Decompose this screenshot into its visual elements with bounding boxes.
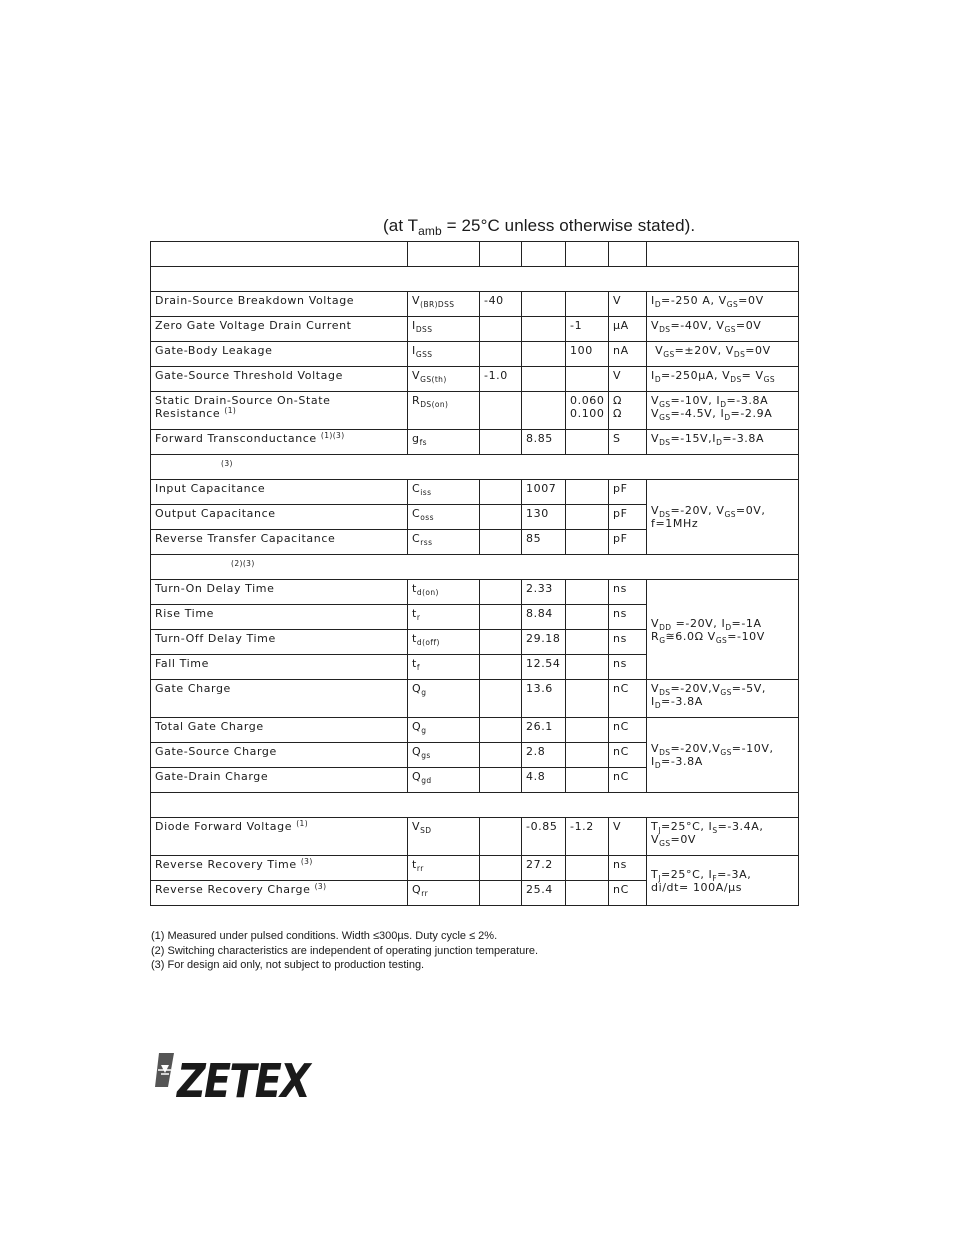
symbol: $t_{d(off)}$ <box>408 630 480 655</box>
unit: nC <box>609 718 647 743</box>
typ-value: 130 <box>522 505 566 530</box>
table-row <box>151 856 799 881</box>
min-value <box>480 655 522 680</box>
footnotes <box>151 929 538 973</box>
parameter: Gate-Source Threshold Voltage <box>151 367 408 392</box>
parameter: Drain-Source Breakdown Voltage <box>151 292 408 317</box>
symbol: $Q_{gd}$ <box>408 768 480 793</box>
parameter: Gate-Source Charge <box>151 743 408 768</box>
symbol: $C_{oss}$ <box>408 505 480 530</box>
symbol: $t_{rr}$ <box>408 856 480 881</box>
zetex-logo <box>155 1053 315 1101</box>
symbol: $Q_g$ <box>408 718 480 743</box>
unit: nA <box>609 342 647 367</box>
symbol: $V_{SD}$ <box>408 818 480 856</box>
table-row <box>151 580 799 605</box>
typ-value: 29.18 <box>522 630 566 655</box>
max-value <box>566 292 609 317</box>
min-value <box>480 580 522 605</box>
max-value: 0.060 0.100 <box>566 392 609 430</box>
symbol: $V_{(BR)DSS}$ <box>408 292 480 317</box>
table-row <box>151 718 799 743</box>
min-value <box>480 768 522 793</box>
table-row <box>151 392 799 430</box>
min-value <box>480 856 522 881</box>
test-conditions: $V_{DS}=-15V,I_D=-3.8A$ <box>647 430 799 455</box>
symbol: $g_{fs}$ <box>408 430 480 455</box>
min-value <box>480 630 522 655</box>
max-value <box>566 718 609 743</box>
unit: ns <box>609 655 647 680</box>
test-conditions: $I_D=-250$ A, $V_{GS}=0V$ <box>647 292 799 317</box>
max-value <box>566 430 609 455</box>
unit: pF <box>609 480 647 505</box>
max-value <box>566 768 609 793</box>
table-row <box>151 317 799 342</box>
symbol: $V_{GS(th)}$ <box>408 367 480 392</box>
symbol: $I_{DSS}$ <box>408 317 480 342</box>
parameter: Input Capacitance <box>151 480 408 505</box>
min-value <box>480 605 522 630</box>
footnote-3: (3) For design aid only, not subject to production testing. <box>151 959 425 971</box>
conditions-subtitle: (at $T_{amb} = 25^\circ C$ unless otherwise stated). <box>383 216 696 238</box>
section-dynamic: (3) <box>151 455 799 480</box>
parameter: Reverse Recovery Time $^{(3)}$ <box>151 856 408 881</box>
typ-value <box>522 317 566 342</box>
symbol: $Q_g$ <box>408 680 480 718</box>
parameter: Reverse Recovery Charge $^{(3)}$ <box>151 881 408 906</box>
min-value <box>480 881 522 906</box>
typ-value: 13.6 <box>522 680 566 718</box>
parameter: Forward Transconductance $^{(1)(3)}$ <box>151 430 408 455</box>
parameter: Gate-Body Leakage <box>151 342 408 367</box>
parameter: Zero Gate Voltage Drain Current <box>151 317 408 342</box>
typ-value: 4.8 <box>522 768 566 793</box>
min-value <box>480 680 522 718</box>
unit: pF <box>609 505 647 530</box>
max-value <box>566 655 609 680</box>
table-row <box>151 342 799 367</box>
max-value <box>566 881 609 906</box>
unit: Ω Ω <box>609 392 647 430</box>
max-value: -1.2 <box>566 818 609 856</box>
footnote-2: (2) Switching characteristics are independent of operating junction temperature. <box>151 944 539 957</box>
parameter: Gate-Drain Charge <box>151 768 408 793</box>
min-value <box>480 317 522 342</box>
min-value: -40 <box>480 292 522 317</box>
test-conditions: $V_{GS}=-10V$, $I_D=-3.8A$ $V_{GS}=-4.5V$, $I_D=-2.9A$ <box>647 392 799 430</box>
table-row <box>151 680 799 718</box>
unit: ns <box>609 630 647 655</box>
typ-value: 26.1 <box>522 718 566 743</box>
parameter: Total Gate Charge <box>151 718 408 743</box>
electrical-characteristics-table <box>150 241 799 906</box>
max-value <box>566 530 609 555</box>
table-row <box>151 367 799 392</box>
min-value <box>480 718 522 743</box>
symbol: $t_f$ <box>408 655 480 680</box>
max-value <box>566 743 609 768</box>
table-row <box>151 480 799 505</box>
symbol: $t_{d(on)}$ <box>408 580 480 605</box>
max-value: -1 <box>566 317 609 342</box>
unit: nC <box>609 743 647 768</box>
unit: V <box>609 367 647 392</box>
unit: nC <box>609 680 647 718</box>
unit: ns <box>609 605 647 630</box>
unit: nC <box>609 768 647 793</box>
parameter: Turn-Off Delay Time <box>151 630 408 655</box>
table-row <box>151 818 799 856</box>
test-conditions: $V_{DS}=-20V,V_{GS}=-10V$, $I_D=-3.8A$ <box>647 718 799 793</box>
unit: µA <box>609 317 647 342</box>
min-value <box>480 505 522 530</box>
min-value <box>480 480 522 505</box>
test-conditions: $V_{DD} =-20V$, $I_D=-1A$ $R_G≅6.0\Omega$ $V_{GS}=-10V$ <box>647 580 799 680</box>
unit: S <box>609 430 647 455</box>
symbol: $Q_{rr}$ <box>408 881 480 906</box>
parameter: Gate Charge <box>151 680 408 718</box>
footnote-1: (1) Measured under pulsed conditions. Width ≤300µs. Duty cycle ≤ 2%. <box>151 930 498 942</box>
zetex-wordmark: ZETEX <box>175 1054 313 1101</box>
typ-value <box>522 292 566 317</box>
max-value <box>566 630 609 655</box>
symbol: $C_{rss}$ <box>408 530 480 555</box>
parameter: Reverse Transfer Capacitance <box>151 530 408 555</box>
typ-value: 8.85 <box>522 430 566 455</box>
header-row <box>151 242 799 267</box>
test-conditions: $I_D=-250\mu A$, $V_{DS}= V_{GS}$ <box>647 367 799 392</box>
min-value <box>480 743 522 768</box>
parameter: Turn-On Delay Time <box>151 580 408 605</box>
max-value <box>566 480 609 505</box>
section-switching: (2)(3) <box>151 555 799 580</box>
max-value <box>566 605 609 630</box>
typ-value: 8.84 <box>522 605 566 630</box>
min-value <box>480 392 522 430</box>
min-value <box>480 430 522 455</box>
typ-value: 25.4 <box>522 881 566 906</box>
unit: V <box>609 292 647 317</box>
min-value <box>480 342 522 367</box>
min-value: -1.0 <box>480 367 522 392</box>
unit: ns <box>609 580 647 605</box>
typ-value: 1007 <box>522 480 566 505</box>
symbol: $C_{iss}$ <box>408 480 480 505</box>
typ-value: 85 <box>522 530 566 555</box>
symbol: $Q_{gs}$ <box>408 743 480 768</box>
section-static <box>151 267 799 292</box>
parameter: Diode Forward Voltage $^{(1)}$ <box>151 818 408 856</box>
max-value <box>566 580 609 605</box>
typ-value: -0.85 <box>522 818 566 856</box>
zetex-diode-logo-icon <box>155 1053 174 1087</box>
parameter: Fall Time <box>151 655 408 680</box>
section-diode <box>151 793 799 818</box>
test-conditions: $T_J=25^\circ C$, $I_F=-3A$, di/dt= 100A/µs <box>647 856 799 906</box>
parameter: Output Capacitance <box>151 505 408 530</box>
unit: pF <box>609 530 647 555</box>
typ-value: 27.2 <box>522 856 566 881</box>
max-value <box>566 367 609 392</box>
symbol: $R_{DS(on)}$ <box>408 392 480 430</box>
test-conditions: $V_{GS}=\pm 20V$, $V_{DS}=0V$ <box>647 342 799 367</box>
test-conditions: $V_{DS}=-20V,V_{GS}=-5V$, $I_D=-3.8A$ <box>647 680 799 718</box>
table-row <box>151 430 799 455</box>
typ-value <box>522 342 566 367</box>
typ-value <box>522 392 566 430</box>
min-value <box>480 530 522 555</box>
unit: V <box>609 818 647 856</box>
parameter: Static Drain-Source On-State Resistance $^{(1)}$ <box>151 392 408 430</box>
max-value <box>566 505 609 530</box>
max-value: 100 <box>566 342 609 367</box>
max-value <box>566 680 609 718</box>
parameter: Rise Time <box>151 605 408 630</box>
test-conditions: $V_{DS}=-20V$, $V_{GS}=0V$, f=1MHz <box>647 480 799 555</box>
typ-value: 12.54 <box>522 655 566 680</box>
test-conditions: $T_J=25^\circ C$, $I_S=-3.4A$, $V_{GS}=0V$ <box>647 818 799 856</box>
typ-value <box>522 367 566 392</box>
min-value <box>480 818 522 856</box>
unit: nC <box>609 881 647 906</box>
typ-value: 2.8 <box>522 743 566 768</box>
typ-value: 2.33 <box>522 580 566 605</box>
test-conditions: $V_{DS}=-40V$, $V_{GS}=0V$ <box>647 317 799 342</box>
table-row <box>151 292 799 317</box>
symbol: $I_{GSS}$ <box>408 342 480 367</box>
max-value <box>566 856 609 881</box>
symbol: $t_r$ <box>408 605 480 630</box>
unit: ns <box>609 856 647 881</box>
